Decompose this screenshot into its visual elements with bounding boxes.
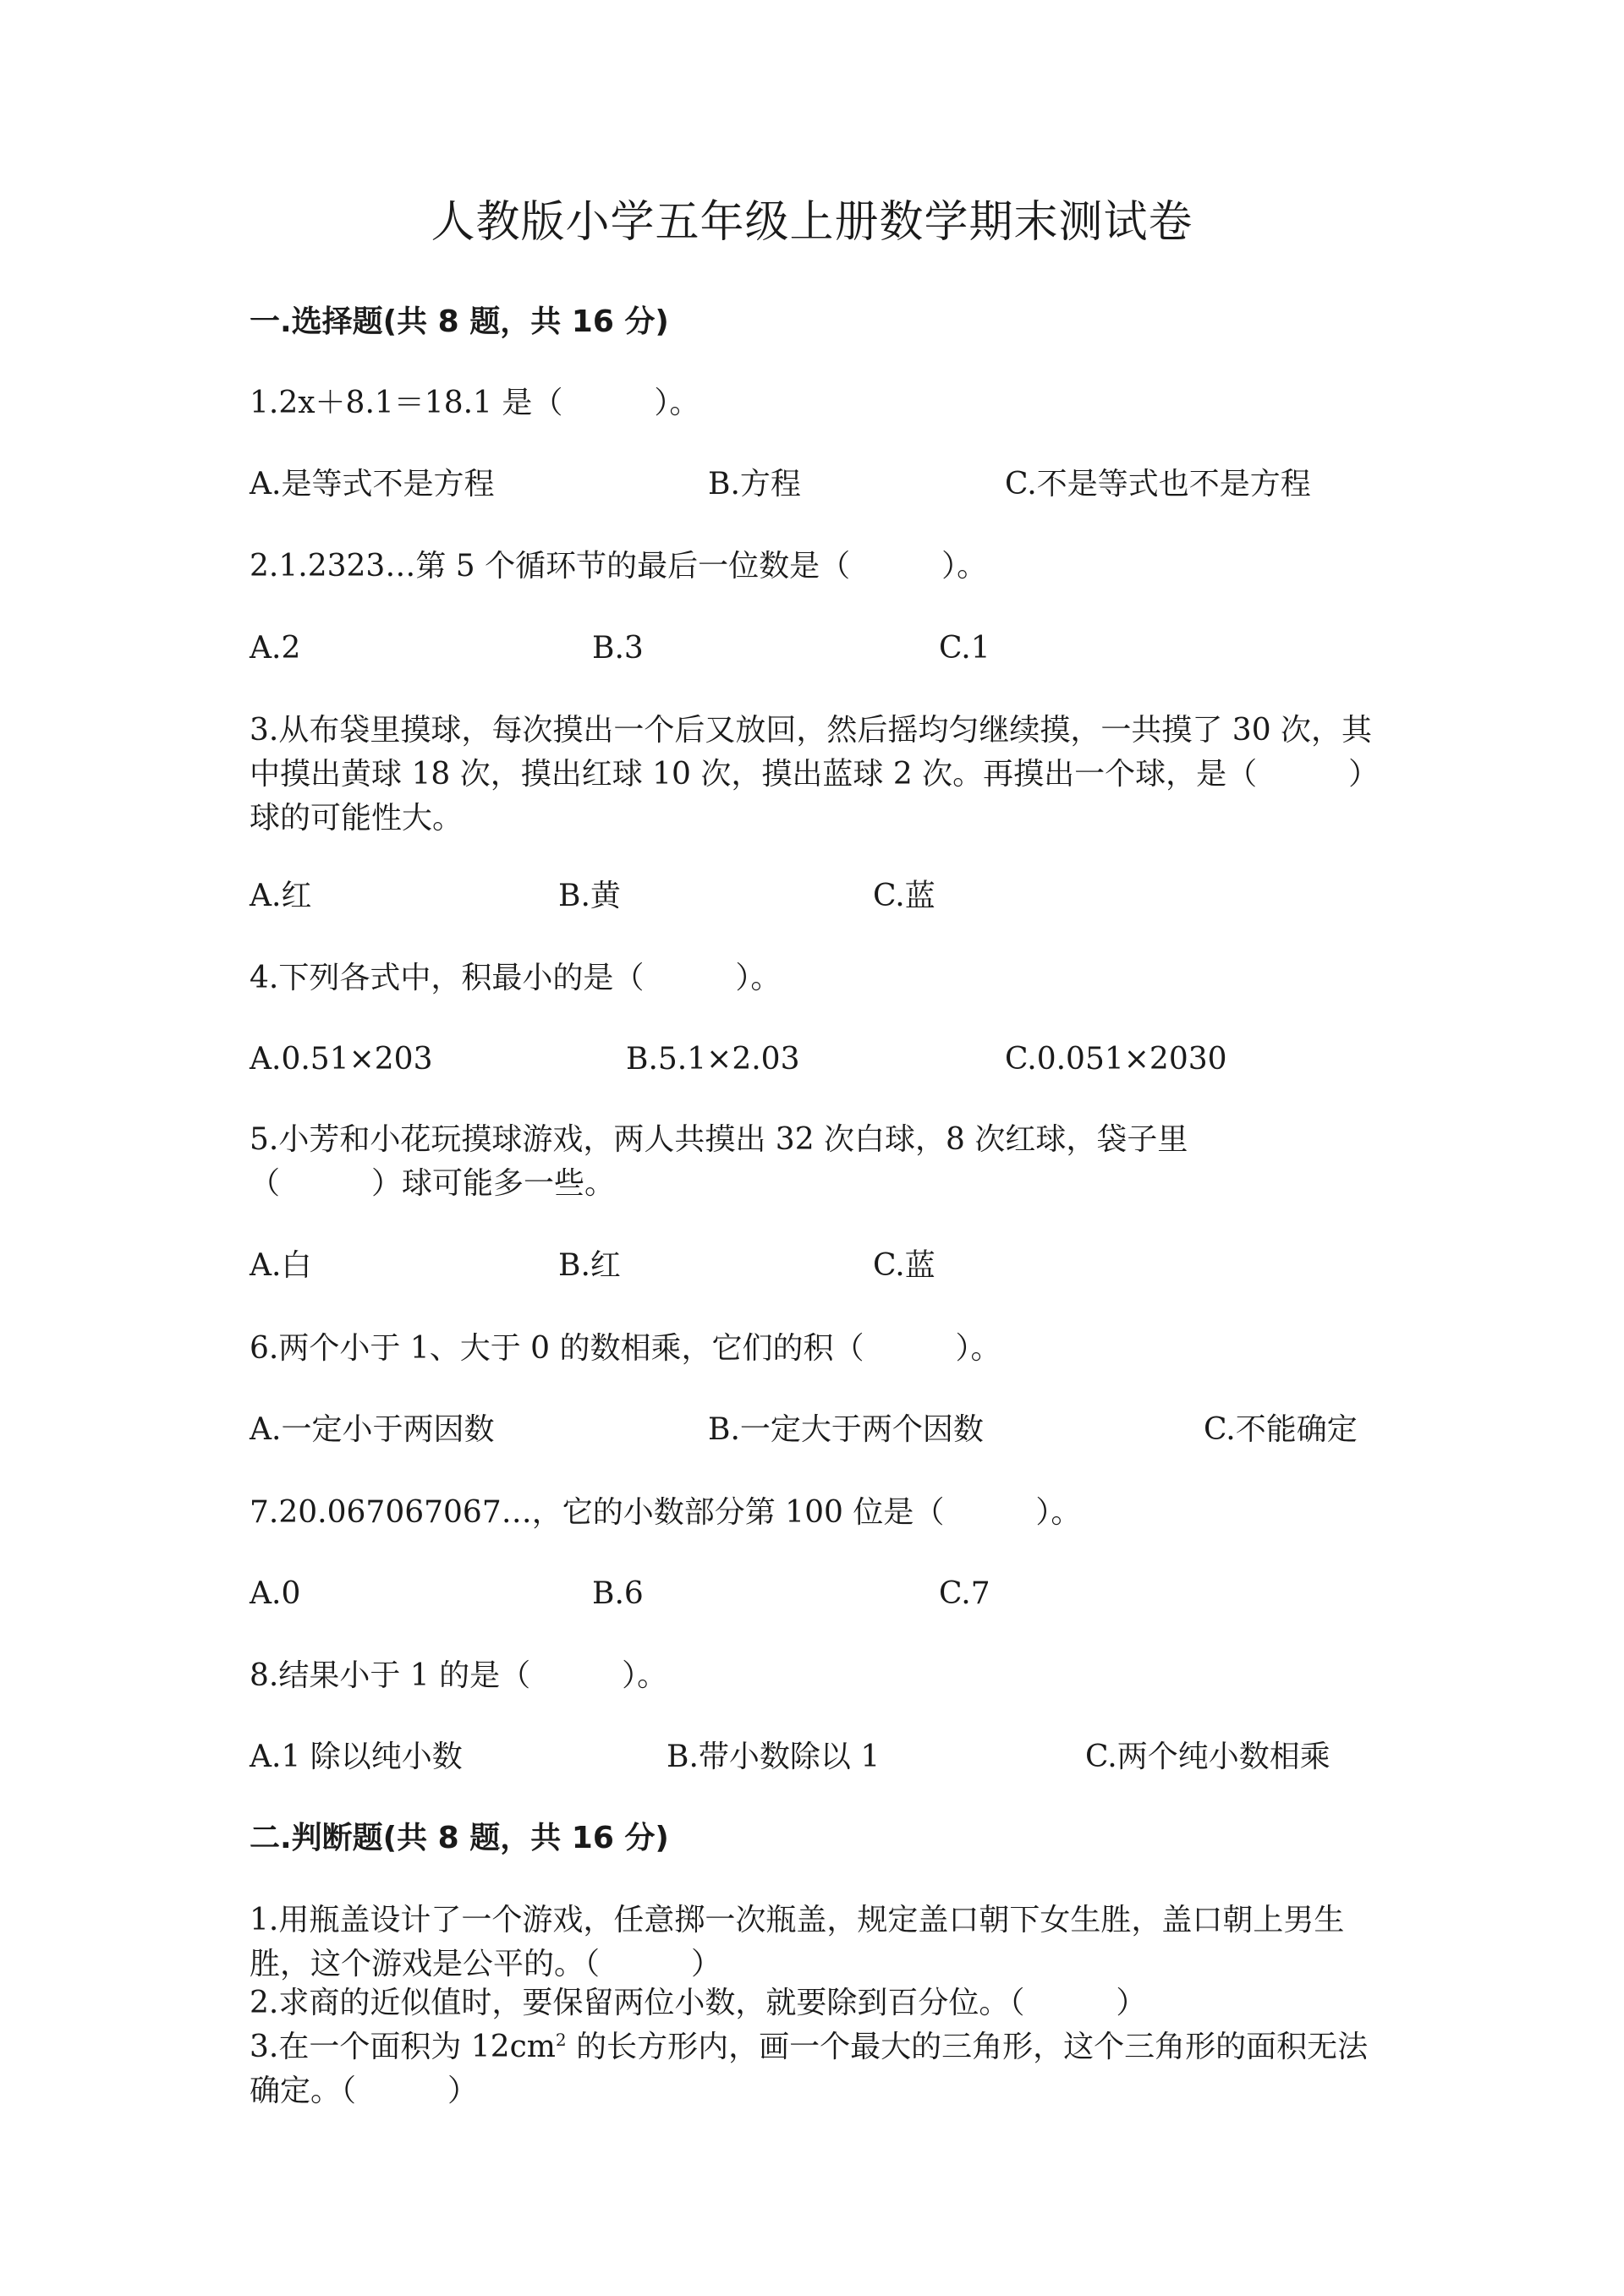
option-c: C.蓝 (873, 879, 935, 913)
section-heading-judgement: 二.判断题(共 8 题，共 16 分) (250, 1821, 669, 1855)
option-b: B.黄 (558, 879, 621, 913)
option-b: B.带小数除以 1 (667, 1740, 881, 1774)
option-a: A.0.51×203 (250, 1042, 433, 1077)
option-a: A.1 除以纯小数 (250, 1740, 463, 1774)
option-c: C.两个纯小数相乘 (1085, 1740, 1330, 1774)
question-stem: 8.结果小于 1 的是（ ）。 (250, 1658, 668, 1693)
option-a: A.2 (250, 631, 301, 666)
option-b: B.方程 (708, 467, 801, 501)
question-stem: 7.20.067067067…，它的小数部分第 100 位是（ ）。 (250, 1495, 1082, 1530)
option-c: C.1 (939, 631, 990, 666)
option-c: C.不能确定 (1204, 1412, 1358, 1447)
option-b: B.3 (592, 631, 644, 666)
judgement-item: 1.用瓶盖设计了一个游戏，任意掷一次瓶盖，规定盖口朝下女生胜，盖口朝上男生胜，这个游戏是公平的。（ ） (250, 1903, 1345, 1981)
question-stem: 5.小芳和小花玩摸球游戏，两人共摸出 32 次白球，8 次红球，袋子里（ ）球可能多一些。 (250, 1122, 1188, 1201)
squared-superscript: 2 (555, 2030, 567, 2050)
option-b: B.红 (558, 1248, 621, 1283)
question-stem: 4.下列各式中，积最小的是（ ）。 (250, 961, 782, 995)
section-heading-choice: 一.选择题(共 8 题，共 16 分) (250, 304, 669, 339)
option-a: A.白 (250, 1248, 312, 1283)
judgement-item-text: 3.在一个面积为 12cm (250, 2030, 556, 2064)
judgement-item: 2.求商的近似值时，要保留两位小数，就要除到百分位。（ ） (250, 1986, 1147, 2020)
option-b: B.一定大于两个因数 (708, 1412, 984, 1447)
option-c: C.不是等式也不是方程 (1005, 467, 1311, 501)
question-stem: 3.从布袋里摸球，每次摸出一个后又放回，然后摇均匀继续摸，一共摸了 30 次，其中摸出黄球 18 次，摸出红球 10 次，摸出蓝球 2 次。再摸出一个球，是（ ）球的可能性大。 (250, 713, 1373, 836)
question-stem: 1.2x＋8.1＝18.1 是（ ）。 (250, 386, 700, 420)
option-c: C.0.051×2030 (1005, 1042, 1227, 1077)
option-c: C.7 (939, 1576, 990, 1611)
option-a: A.0 (250, 1576, 301, 1611)
option-c: C.蓝 (873, 1248, 935, 1283)
option-a: A.是等式不是方程 (250, 467, 495, 501)
option-a: A.红 (250, 879, 312, 913)
option-b: B.6 (592, 1576, 644, 1611)
option-b: B.5.1×2.03 (626, 1042, 800, 1077)
judgement-item (250, 2025, 1374, 2113)
question-stem: 2.1.2323…第 5 个循环节的最后一位数是（ ）。 (250, 549, 988, 584)
judgement-item-text: 的长方形内，画一个最大的三角形，这个三角形的面积无法确定。（ ） (250, 2030, 1369, 2108)
question-stem: 6.两个小于 1、大于 0 的数相乘，它们的积（ ）。 (250, 1331, 1001, 1366)
option-a: A.一定小于两因数 (250, 1412, 495, 1447)
page-title: 人教版小学五年级上册数学期末测试卷 (431, 197, 1193, 248)
